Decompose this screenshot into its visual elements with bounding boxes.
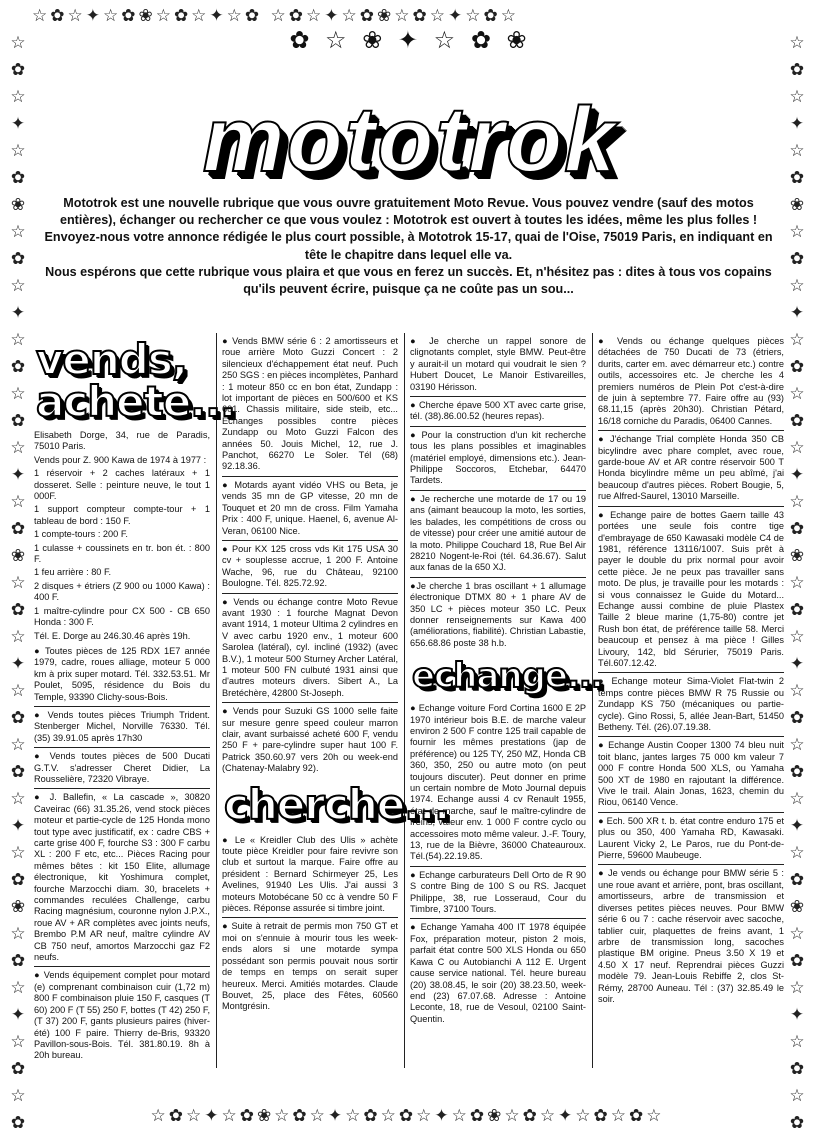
classified-ad: ● Echange voiture Ford Cortina 1600 E 2P 1970 intérieur bois B.E. de marche valeur environ 2 500 F contre 125 trail capable de fournir les mêmes prestations (jap de préférence) ou 125 TY, 250 MZ, Honda CB 360, 350, 250 ou autre moto (on peut toujours discuter). Peut donner en prime un certain nombre de Moto Journal depuis 1974. Echange aussi 4 cv Renault 1955, état de marche, sauf le maître-cylindre de freins, valeur env. 1 000 F contre cyclo ou accessoires moto même valeur. J.-F. Toury, 13, rue de la Bièvre, 36000 Chateauroux. Tél.(54).22.19.85. xyxy=(410,700,586,867)
section-heading-echange: echange... xyxy=(412,656,603,697)
intro-text xyxy=(40,195,777,298)
classified-ad: ● Le « Kreidler Club des Ulis » achète toute pièce Kreidler pour faire revivre son club et surtout la marque. Faire offre au président : Bernard Schirmeyer 25, Les Avelines, 91940 Les Ulis. J'ai aussi 3 moteurs Motobécane 50 cc à vendre 50 F pièces. Réponse assurée si timbre joint. xyxy=(222,832,398,919)
classified-ad: ● Echange paire de bottes Gaern taille 43 portées une seule fois contre tige d'embrayage de 650 Kawasaki modèle C4 de 1981, référence 13116/1007. Suis prêt à payer le double du prix normal pour avoir cette pièce. Je ne peux pas travailler sans moto. De plus, je travaille pour les motards : si vous connaissez le Guide du Motard... Echange aussi combine de pluie Plastex Taille 2 bleue marine (1,75-80) contre jet Rush bon état, de préférence taille 58. Merci beaucoup et pensez à ma pièce ! Gilles Livoury, 142, bld Sérurier, 75019 Paris. Tél.607.12.42. xyxy=(598,507,784,674)
classified-ad: ● Cherche épave 500 XT avec carte grise, tél. (38).86.00.52 (heures repas). xyxy=(410,397,586,427)
classified-ad: ● Vends BMW série 6 : 2 amortisseurs et roue arrière Moto Guzzi Concert : 2 silencieux d'échappement état neuf. Puch 250 SGS : en pièces incomplètes, Panhard : 1 moteur 850 cc en bon état, Zundapp : lot important de pièces en 500/600 et KS 601. Chassis militaire, side steib, etc... Echanges possibles contre pièces Zundapp ou Moto Guzzi Falcon des années 50. Jouis Michel, 12, rue J. Panchot, 66270 Le Soler. Tél (68) 92.18.36. xyxy=(222,333,398,477)
ad-list xyxy=(410,700,586,1028)
classified-ad: ● Echange moteur Sima-Violet Flat-twin 2 temps contre pièces BMW R 75 Russie ou Zundapp KS 750 (mécaniques ou partie-cycle). Gino Rossi, 5, allée Jean-Bart, 51450 Betheny. Tél. (26).07.19.38. xyxy=(598,673,784,737)
ad-list xyxy=(222,832,398,1016)
ad-list xyxy=(598,333,784,1008)
ad-list xyxy=(34,429,210,1065)
classified-ad: ● Vends ou échange quelques pièces détachées de 750 Ducati de 73 (étriers, durits, carter em. avec démarreur etc.) contre outils, accessoires etc. Je cherche les 4 premiers numéros de Plein Pot c'est-à-dire de juin à septembre 77. Faire offre au (93) 68.11,15 (après 20h30). Christian Pétard, 16/18 corniche du Paradis, 06400 Cannes. xyxy=(598,333,784,431)
intro-paragraph-1: Mototrok est une nouvelle rubrique que vous ouvre gratuitement Moto Revue. Vous pouvez vendre (sauf des motos entières), échanger ou rechercher ce que vous voulez : Mototrok est ouvert à toutes les idées, même les plus folles ! Envoyez-nous votre annonce rédigée le plus court possible, à Mototrok 15-17, quai de l'Oise, 75019 Paris, en indiquant en tête le chapitre dans lequel elle va. xyxy=(44,196,773,262)
masthead xyxy=(160,26,660,196)
classified-ad: ● Vends toutes pièces de 500 Ducati G.T.V. s'adresser Cheret Didier, La Rousselière, 72320 Vibraye. xyxy=(34,748,210,789)
classified-ad: 1 maître-cylindre pour CX 500 - CB 650 Honda : 300 F. xyxy=(34,605,210,628)
classified-ad: ● Motards ayant vidéo VHS ou Beta, je vends 35 mn de GP vitesse, 20 mn de Touquet et 20 mn de cross. Film Yamaha Prix : 400 F, unique. Haenel, 6, avenue Al-Veran, 06100 Nice. xyxy=(222,477,398,541)
section-heading-vends: vends, achete... xyxy=(36,335,236,426)
classified-ad: Elisabeth Dorge, 34, rue de Paradis, 75010 Paris. xyxy=(34,430,210,452)
mototrok-logo: mototrok xyxy=(202,89,618,191)
classified-ad: ● Ech. 500 XR t. b. état contre enduro 175 et plus ou 350, 400 Yamaha RD, Kawasaki. Laurent Vicky 2, Le Paros, rue du Pont-de-Pierre, 59600 Maubeuge. xyxy=(598,813,784,866)
classified-ad: 1 support compteur compte-tour + 1 tableau de bord : 150 F. xyxy=(34,504,210,526)
classified-ad: 2 disques + étriers (Z 900 ou 1000 Kawa) : 400 F. xyxy=(34,580,210,603)
classified-ad: 1 feu arrière : 80 F. xyxy=(34,567,112,578)
classified-ad: ● Echange Austin Cooper 1300 74 bleu nuit toit blanc, jantes larges 75 000 km valeur 7 000 F contre Honda 500 XLS, ou Yamaha 500 XT de 1980 en rajoutant la différence. Vive le trail. Alain Jonas, 1623, chemin du Riou, 06140 Vence. xyxy=(598,737,784,812)
classified-ad: ● J. Ballefin, « La cascade », 30820 Caveirac (66) 31.35.26, vend stock pièces moteur et partie-cycle de 125 Honda mono tout type avec justificatif, ex : cadre CBS + carte grise 400 F, fourche S3 : 300 F carbu XL : 200 F etc, etc... Pièces Racing pour mêmes bêtes : kit 150 Elite, allumage électronique, kit Yoshimura complet, fourche Marzocchi diam. 30, bracelets + commandes reculées Challenge, carbu Racing magnésium, couronne nylon J.P.X., roue AV + AR complètes avec joints neufs, Brembo P.M AR neuf, maître cylindre AV CB 750 neuf, amortos Marzocchi gaz F2 neufs. xyxy=(34,789,210,967)
column-divider xyxy=(216,333,217,1068)
classified-ad: ● Toutes pièces de 125 RDX 1E7 année 1979, cadre, roues alliage, moteur 5 000 km à prix super motard. Tél. 332.53.51. Mr Poulet, 5095, résidence du Bois du Temple, 93390 Clichy-sous-Bois. xyxy=(34,643,210,707)
classified-ad: ● Suite à retrait de permis mon 750 GT et moi on s'ennuie à mourir tous les week-ends alors si une motarde sympa possédant son permis pouvait nous sortir de temps en temps on serait super heureux. Merci. Amitiés motardes. Claude Bouvet, 25, place des Fêtes, 60560 Montgrésin. xyxy=(222,921,398,1012)
classified-ad: Vends pour Z. 900 Kawa de 1974 à 1977 : xyxy=(34,454,207,465)
column-3 xyxy=(410,333,603,1068)
classifieds-columns xyxy=(34,333,784,1068)
classified-ad: Tél. E. Dorge au 246.30.46 après 19h. xyxy=(34,630,191,641)
classified-ad: 1 compte-tours : 200 F. xyxy=(34,529,128,540)
classified-ad: ●Je cherche 1 bras oscillant + 1 allumage électronique DTMX 80 + 1 phare AV de 350 LC + pièces moteur 350 LC. Peux donner renseignements sur Kawa 400 (améliorations, fiabilité). Christian Labastie, 656.68.86 poste 38 h.b. xyxy=(410,580,586,648)
classified-ad: ● Je cherche un rappel sonore de clignotants complet, style BMW. Peut-être y aurait-il un motard qui voudrait le sien ? Hubert Doucet, Le Manoir Estivareilles, 03190 Hérisson. xyxy=(410,333,586,397)
classified-ad: ● Je recherche une motarde de 17 ou 19 ans (aimant beaucoup la moto, les sorties, les balades, les compétitions de cross ou de vitesse) pour créer une amitié autour de la moto. Philippe Couchard 18, Rue Bel Air 28210 Nogent-le-Roi (tél. 64.36.67). Salut aux fanas de la 650 XJ. xyxy=(410,491,586,578)
classified-ad: ● Vends pour Suzuki GS 1000 selle faite sur mesure genre speed couleur marron clair, avant surbaissé acheté 600 F, vendu 250 F + pare-cylindre super haut 100 F. Patrick 350.60.97 vers 20h ou week-end (Chatenay-Malabry 92). xyxy=(222,706,398,774)
column-2 xyxy=(222,333,450,1068)
column-divider xyxy=(404,333,405,1068)
doodle-illustration: ✿ ☆ ❀ ✦ ☆ ✿ ❀ xyxy=(289,26,531,54)
decorative-border-right: ☆ ✿ ☆ ✦ ☆ ✿ ❀ ☆ ✿ ☆ ✦ ☆ ✿ ☆ ✿ ☆ ✦ ☆ ✿ ❀ ☆ ✿ ☆ ✦ ☆ ✿ ☆ ✿ ☆ ✦ ☆ ✿ ❀ ☆ ✿ ☆ ✦ ☆ ✿ ☆ ✿ xyxy=(789,33,805,1133)
decorative-border-bottom: ☆✿☆✦☆✿❀☆✿☆✦☆✿☆✿☆✦☆✿❀☆✿☆✦☆✿☆✿☆ xyxy=(150,1106,665,1126)
intro-paragraph-2: Nous espérons que cette rubrique vous plaira et que vous en ferez un succès. Et, n'hésitez pas : dites à tous vos copains qu'ils peuvent écrire, puisque ça ne coûte pas un sou... xyxy=(45,264,772,297)
column-1 xyxy=(34,333,236,1068)
classified-ad: ● Vends ou échange contre Moto Revue avant 1930 : 1 fourche Magnat Devon avant 1914, 1 moteur Ultima 2 cylindres en V avec carbu 1920 env., 1 moteur 600 Sarolea (latéral), cyl. incliné (1932) (avec B.V.), 1 moteur 500 Sturney Archer Latéral, 1 moteur 500 FN culbuté 1931 ainsi que d'autres moteurs divers. Sibert A., La Bretéchère, 42800 St-Joseph. xyxy=(222,594,398,704)
column-4 xyxy=(598,333,784,1068)
classified-ad: ● Echange Yamaha 400 IT 1978 équipée Fox, préparation moteur, piston 2 mois, parfait état contre 500 XLS Honda ou 650 Kawa C ou Autobianchi A 112 E. Urgent cause service national. Tél. heure bureau (20) 38.08.45, le soir (20) 38.23.50, week-end (23) 67.07.68. Adresse : Antoine Leconte, 18, rue de Vesoul, 02100 Saint-Quentin. xyxy=(410,922,586,1024)
classified-ad: ● Vends équipement complet pour motard (e) comprenant combinaison cuir (1,72 m) 800 F combinaison pluie 150 F, casques (T 60) 200 F (T 55) 250 F, bottes (T 42) 250 F, (T 37) 200 F, gants plusieurs paires (hiver-été) 100 F paire. Thierry de-Bris, 93320 Pavillon-sous-Bois. Tél. 381.80.19. 8h à 20h bureau. xyxy=(34,970,210,1061)
classified-ad: 1 culasse + coussinets en tr. bon ét. : 800 F. xyxy=(34,542,210,565)
decorative-border-left: ☆ ✿ ☆ ✦ ☆ ✿ ❀ ☆ ✿ ☆ ✦ ☆ ✿ ☆ ✿ ☆ ✦ ☆ ✿ ❀ ☆ ✿ ☆ ✦ ☆ ✿ ☆ ✿ ☆ ✦ ☆ ✿ ❀ ☆ ✿ ☆ ✦ ☆ ✿ ☆ ✿ xyxy=(10,33,26,1133)
ad-list xyxy=(222,333,398,778)
classified-ad: ● Je vends ou échange pour BMW série 5 : une roue avant et arrière, pont, bras oscillant, amortisseurs, arbre de transmission et diverses petites pièces neuves. Pour BMW série 6 ou 7 : cache réservoir avec sacoche, tablier cuir, plaquettes de freins avant, 1 arbre de transmission long, sacoches plastique BM origine. Pneus 3.50 X 19 et 4.50 X 17 neuf. Reprendrai pièces Guzzi modèle 79. Jean-Louis Rebiffe 2, clos St-Rémy, 28700 Auneau. Tél : (37) 32.85.49 le soir. xyxy=(598,868,784,1004)
classified-ad: ● Pour la construction d'un kit recherche tous les plans possibles et imaginables (matériel employé, dimensions etc.). Jean-Philippe Soccoros, Etchebar, 64470 Tardets. xyxy=(410,427,586,491)
classified-ad: 1 réservoir + 2 caches latéraux + 1 dosseret. Selle : peinture neuve, le tout 1 000F. xyxy=(34,468,210,502)
classified-ad: ● J'échange Trial complète Honda 350 CB bicylindre avec phare complet, avec roue, garde-boue AV et AR contre réservoir 500 T Honda bicylindre même un peu abîmé, j'ai beaucoup d'autres pièces. Robert Bougie, 5, rue Alfred-Saurel, 13010 Marseille. xyxy=(598,431,784,506)
classified-ad: ● Pour KX 125 cross vds Kit 175 USA 30 cv + souplesse accrue, 1 200 F. Antoine Wache, 96, rue du Château, 92100 Boulogne. Tél. 825.72.92. xyxy=(222,541,398,594)
decorative-border-top: ☆✿☆✦☆✿❀☆✿☆✦☆✿ ☆✿☆✦☆✿❀☆✿☆✦☆✿☆ xyxy=(32,6,519,26)
section-heading-cherche: cherche... xyxy=(224,779,450,829)
classified-ad: ● Vends toutes pièces Triumph Trident. Stenberger Michel, Norville 76330. Tél. (35) 39.91.05 après 17h30 xyxy=(34,707,210,748)
classified-ad: ● Echange carburateurs Dell Orto de R 90 S contre Bing de 100 S ou RS. Jacquet Philippe, 38, rue Losseraud, Cour du Timbre, 37100 Tours. xyxy=(410,867,586,920)
ad-list xyxy=(410,333,586,652)
column-divider xyxy=(592,333,593,1068)
